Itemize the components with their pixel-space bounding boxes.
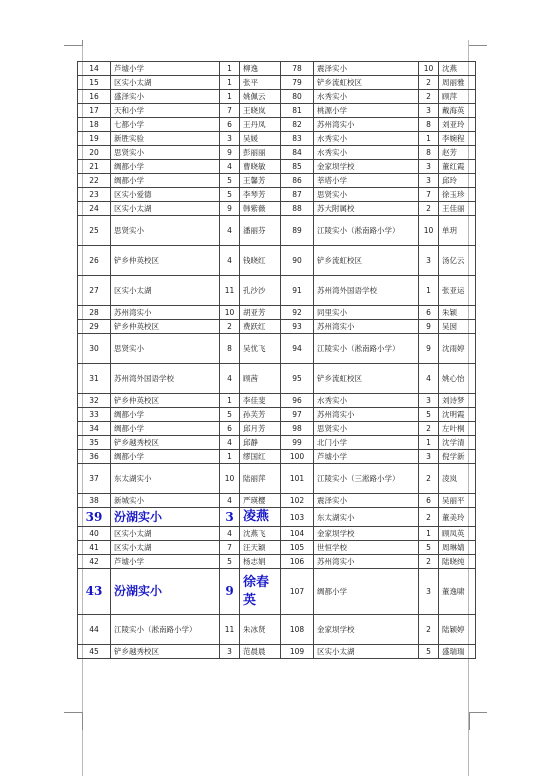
class-number: 6 (419, 306, 439, 320)
crop-mark-br-v (469, 712, 470, 730)
row-number: 14 (78, 62, 111, 76)
table-row (78, 394, 476, 408)
school-name: 芦墟小学 (111, 62, 220, 76)
row-number: 40 (78, 527, 111, 541)
row-number: 33 (78, 408, 111, 422)
table-row (78, 615, 476, 645)
school-name: 金家坝学校 (314, 615, 419, 645)
school-name: 江陵实小（淞南路小学） (314, 216, 419, 246)
school-name: 苏大附属校 (314, 202, 419, 216)
teacher-name: 邱月芳 (240, 422, 281, 436)
class-number: 2 (419, 464, 439, 494)
teacher-name: 朱冰贤 (240, 615, 281, 645)
table-row (78, 216, 476, 246)
table-row (78, 364, 476, 394)
school-name: 盛泽实小 (111, 90, 220, 104)
teacher-name: 姚心怡 (439, 364, 476, 394)
class-number: 8 (419, 146, 439, 160)
school-name: 天和小学 (111, 104, 220, 118)
class-number: 5 (220, 188, 240, 202)
school-name: 铲乡越秀校区 (111, 436, 220, 450)
row-number: 88 (281, 202, 314, 216)
row-number: 28 (78, 306, 111, 320)
row-number: 105 (281, 541, 314, 555)
table-row (78, 408, 476, 422)
row-number: 95 (281, 364, 314, 394)
school-name: 绸都小学 (314, 569, 419, 615)
teacher-name: 邱玲 (439, 174, 476, 188)
school-name: 水秀实小 (314, 394, 419, 408)
table-row (78, 494, 476, 508)
row-number: 27 (78, 276, 111, 306)
row-number: 98 (281, 422, 314, 436)
roster-body (78, 62, 476, 659)
class-number: 4 (220, 436, 240, 450)
row-number: 20 (78, 146, 111, 160)
teacher-name: 汪天颖 (240, 541, 281, 555)
row-number: 82 (281, 118, 314, 132)
school-name: 桃源小学 (314, 104, 419, 118)
teacher-roster-table (77, 61, 476, 659)
school-name: 区实小太湖 (111, 527, 220, 541)
table-row (78, 62, 476, 76)
class-number: 8 (220, 334, 240, 364)
school-name: 金家坝学校 (314, 160, 419, 174)
class-number: 10 (220, 464, 240, 494)
school-name: 世恒学校 (314, 541, 419, 555)
teacher-name: 盛瑞瑞 (439, 645, 476, 659)
class-number: 3 (419, 174, 439, 188)
teacher-name: 王佳丽 (439, 202, 476, 216)
school-name: 新胜实验 (111, 132, 220, 146)
class-number: 11 (220, 615, 240, 645)
row-number: 84 (281, 146, 314, 160)
school-name: 苏州湾实小 (314, 118, 419, 132)
teacher-name: 沈燕 (439, 62, 476, 76)
teacher-name: 沈明霞 (439, 408, 476, 422)
teacher-name: 杨志娟 (240, 555, 281, 569)
class-number: 9 (220, 202, 240, 216)
school-name: 思贤实小 (314, 422, 419, 436)
school-name: 区实小太湖 (111, 202, 220, 216)
teacher-name: 王丹凤 (240, 118, 281, 132)
table-row (78, 76, 476, 90)
row-number: 18 (78, 118, 111, 132)
teacher-name: 顾茜 (240, 364, 281, 394)
teacher-name: 李婉程 (439, 132, 476, 146)
school-name: 思贤实小 (111, 146, 220, 160)
school-name: 江陵实小（淞南路小学） (111, 615, 220, 645)
teacher-name: 顾凤英 (439, 527, 476, 541)
class-number: 1 (220, 76, 240, 90)
school-name: 铲乡仲英校区 (111, 320, 220, 334)
row-number: 83 (281, 132, 314, 146)
row-number: 16 (78, 90, 111, 104)
class-number: 2 (419, 90, 439, 104)
row-number: 87 (281, 188, 314, 202)
class-number: 3 (220, 645, 240, 659)
school-name: 水秀实小 (314, 132, 419, 146)
teacher-name: 赵芳 (439, 146, 476, 160)
teacher-name: 钱晓红 (240, 246, 281, 276)
class-number: 6 (419, 494, 439, 508)
row-number: 45 (78, 645, 111, 659)
class-number: 7 (220, 104, 240, 118)
row-number: 32 (78, 394, 111, 408)
table-row (78, 174, 476, 188)
teacher-name: 刘诗梦 (439, 394, 476, 408)
row-number: 89 (281, 216, 314, 246)
school-name: 绸都小学 (111, 408, 220, 422)
teacher-name: 徐春英 (240, 569, 281, 615)
teacher-name: 孙芙芳 (240, 408, 281, 422)
row-number: 109 (281, 645, 314, 659)
school-name: 铲乡仲英校区 (111, 394, 220, 408)
school-name: 区实小爱德 (111, 188, 220, 202)
school-name: 苏州湾实小 (314, 320, 419, 334)
class-number: 3 (220, 132, 240, 146)
class-number: 4 (220, 160, 240, 174)
row-number: 26 (78, 246, 111, 276)
school-name: 区实小太湖 (111, 541, 220, 555)
table-row (78, 508, 476, 527)
teacher-name: 朱颖 (439, 306, 476, 320)
crop-mark-tl-h (64, 45, 82, 46)
row-number: 86 (281, 174, 314, 188)
teacher-name: 董美玲 (439, 508, 476, 527)
row-number: 92 (281, 306, 314, 320)
class-number: 4 (220, 527, 240, 541)
teacher-name: 刘亚玲 (439, 118, 476, 132)
table-row (78, 146, 476, 160)
crop-mark-br-h (469, 712, 487, 713)
row-number: 22 (78, 174, 111, 188)
class-number: 5 (419, 408, 439, 422)
school-name: 同里实小 (314, 306, 419, 320)
row-number: 108 (281, 615, 314, 645)
class-number: 3 (419, 450, 439, 464)
class-number: 1 (419, 276, 439, 306)
class-number: 6 (220, 118, 240, 132)
class-number: 4 (220, 364, 240, 394)
school-name: 思贤实小 (111, 216, 220, 246)
row-number: 91 (281, 276, 314, 306)
school-name: 金家坝学校 (314, 527, 419, 541)
school-name: 苏州湾外国语学校 (314, 276, 419, 306)
school-name: 水秀实小 (314, 146, 419, 160)
class-number: 1 (220, 90, 240, 104)
school-name: 绸都小学 (111, 450, 220, 464)
class-number: 9 (220, 146, 240, 160)
class-number: 1 (220, 394, 240, 408)
row-number: 101 (281, 464, 314, 494)
class-number: 7 (220, 541, 240, 555)
row-number: 85 (281, 160, 314, 174)
teacher-name: 张亚运 (439, 276, 476, 306)
table-row (78, 202, 476, 216)
class-number: 9 (419, 334, 439, 364)
teacher-name: 吴忧飞 (240, 334, 281, 364)
school-name: 苏州湾外国语学校 (111, 364, 220, 394)
school-name: 东太湖实小 (111, 464, 220, 494)
row-number: 81 (281, 104, 314, 118)
class-number: 10 (419, 216, 439, 246)
class-number: 1 (220, 450, 240, 464)
crop-mark-tl-v (82, 40, 83, 46)
row-number: 100 (281, 450, 314, 464)
table-row (78, 276, 476, 306)
class-number: 3 (419, 104, 439, 118)
class-number: 9 (419, 320, 439, 334)
school-name: 震泽实小 (314, 62, 419, 76)
teacher-name: 费跃红 (240, 320, 281, 334)
school-name: 绸都小学 (111, 160, 220, 174)
teacher-name: 左叶桐 (439, 422, 476, 436)
school-name: 水秀实小 (314, 90, 419, 104)
class-number: 5 (220, 555, 240, 569)
table-row (78, 555, 476, 569)
table-row (78, 188, 476, 202)
school-name: 绸都小学 (111, 174, 220, 188)
school-name: 汾湖实小 (111, 569, 220, 615)
row-number: 29 (78, 320, 111, 334)
teacher-name: 陆丽萍 (240, 464, 281, 494)
row-number: 103 (281, 508, 314, 527)
table-row (78, 436, 476, 450)
teacher-name: 严瑛樱 (240, 494, 281, 508)
row-number: 80 (281, 90, 314, 104)
school-name: 芦墟小学 (314, 450, 419, 464)
table-row (78, 464, 476, 494)
row-number: 99 (281, 436, 314, 450)
class-number: 2 (419, 422, 439, 436)
table-row (78, 541, 476, 555)
table-row (78, 246, 476, 276)
class-number: 5 (419, 541, 439, 555)
school-name: 铲乡流虹校区 (314, 246, 419, 276)
teacher-name: 陆晓纯 (439, 555, 476, 569)
row-number: 38 (78, 494, 111, 508)
table-row (78, 104, 476, 118)
teacher-name: 吴媛 (240, 132, 281, 146)
class-number: 4 (220, 246, 240, 276)
school-name: 区实小太湖 (111, 276, 220, 306)
class-number: 2 (419, 508, 439, 527)
school-name: 莘塔小学 (314, 174, 419, 188)
row-number: 37 (78, 464, 111, 494)
row-number: 43 (78, 569, 111, 615)
table-row (78, 306, 476, 320)
school-name: 北门小学 (314, 436, 419, 450)
class-number: 2 (419, 202, 439, 216)
table-row (78, 422, 476, 436)
school-name: 苏州湾实小 (314, 555, 419, 569)
teacher-name: 李琴芳 (240, 188, 281, 202)
row-number: 30 (78, 334, 111, 364)
school-name: 震泽实小 (314, 494, 419, 508)
teacher-name: 戴海英 (439, 104, 476, 118)
crop-mark-tr-h (469, 45, 487, 46)
class-number: 5 (220, 408, 240, 422)
row-number: 96 (281, 394, 314, 408)
crop-mark-bl-h (64, 712, 82, 713)
teacher-name: 孔沙沙 (240, 276, 281, 306)
class-number: 3 (220, 508, 240, 527)
teacher-name: 曹晓敏 (240, 160, 281, 174)
school-name: 苏州湾实小 (314, 408, 419, 422)
table-row (78, 527, 476, 541)
school-name: 绸都小学 (111, 422, 220, 436)
class-number: 4 (419, 364, 439, 394)
school-name: 江陵实小（三淞路小学） (314, 464, 419, 494)
teacher-name: 董红霞 (439, 160, 476, 174)
class-number: 2 (220, 320, 240, 334)
school-name: 芦墟小学 (111, 555, 220, 569)
row-number: 104 (281, 527, 314, 541)
row-number: 93 (281, 320, 314, 334)
row-number: 42 (78, 555, 111, 569)
row-number: 35 (78, 436, 111, 450)
school-name: 汾湖实小 (111, 508, 220, 527)
class-number: 2 (419, 555, 439, 569)
class-number: 1 (419, 132, 439, 146)
row-number: 39 (78, 508, 111, 527)
class-number: 3 (419, 569, 439, 615)
table-row (78, 334, 476, 364)
class-number: 4 (220, 494, 240, 508)
teacher-name: 柳逸 (240, 62, 281, 76)
teacher-name: 潘丽芬 (240, 216, 281, 246)
teacher-name: 董逸啸 (439, 569, 476, 615)
teacher-name: 周丽雅 (439, 76, 476, 90)
class-number: 1 (419, 527, 439, 541)
table-row (78, 160, 476, 174)
teacher-name: 徐玉珍 (439, 188, 476, 202)
teacher-name: 李佳斐 (240, 394, 281, 408)
teacher-name: 胡亚芳 (240, 306, 281, 320)
school-name: 区实小太湖 (111, 76, 220, 90)
row-number: 34 (78, 422, 111, 436)
school-name: 区实小太湖 (314, 645, 419, 659)
school-name: 七都小学 (111, 118, 220, 132)
teacher-name: 缪国红 (240, 450, 281, 464)
row-number: 44 (78, 615, 111, 645)
class-number: 3 (419, 246, 439, 276)
row-number: 94 (281, 334, 314, 364)
teacher-name: 沈燕飞 (240, 527, 281, 541)
teacher-name: 范晨晨 (240, 645, 281, 659)
teacher-name: 沈雨婷 (439, 334, 476, 364)
teacher-name: 吴囡 (439, 320, 476, 334)
teacher-name: 汤亿云 (439, 246, 476, 276)
class-number: 5 (220, 174, 240, 188)
row-number: 90 (281, 246, 314, 276)
class-number: 5 (419, 645, 439, 659)
class-number: 9 (220, 569, 240, 615)
teacher-name: 王馨芳 (240, 174, 281, 188)
row-number: 17 (78, 104, 111, 118)
teacher-name: 沈学清 (439, 436, 476, 450)
teacher-name: 邱静 (240, 436, 281, 450)
teacher-name: 凌燕 (240, 508, 281, 527)
class-number: 7 (419, 188, 439, 202)
row-number: 78 (281, 62, 314, 76)
school-name: 新城实小 (111, 494, 220, 508)
class-number: 11 (220, 276, 240, 306)
class-number: 3 (419, 160, 439, 174)
row-number: 97 (281, 408, 314, 422)
table-row (78, 118, 476, 132)
class-number: 6 (220, 422, 240, 436)
school-name: 铲乡越秀校区 (111, 645, 220, 659)
teacher-name: 姚佩云 (240, 90, 281, 104)
school-name: 铲乡仲英校区 (111, 246, 220, 276)
row-number: 24 (78, 202, 111, 216)
school-name: 东太湖实小 (314, 508, 419, 527)
teacher-name: 顾萍 (439, 90, 476, 104)
class-number: 2 (419, 615, 439, 645)
school-name: 江陵实小（淞南路小学） (314, 334, 419, 364)
school-name: 铲乡流虹校区 (314, 76, 419, 90)
teacher-name: 张平 (240, 76, 281, 90)
row-number: 79 (281, 76, 314, 90)
row-number: 19 (78, 132, 111, 146)
row-number: 106 (281, 555, 314, 569)
class-number: 8 (419, 118, 439, 132)
teacher-name: 倪学新 (439, 450, 476, 464)
teacher-name: 彭丽丽 (240, 146, 281, 160)
row-number: 23 (78, 188, 111, 202)
row-number: 36 (78, 450, 111, 464)
teacher-name: 王晓岚 (240, 104, 281, 118)
table-row (78, 90, 476, 104)
school-name: 铲乡流虹校区 (314, 364, 419, 394)
table-row (78, 132, 476, 146)
class-number: 10 (220, 306, 240, 320)
row-number: 15 (78, 76, 111, 90)
teacher-name: 周琳婧 (439, 541, 476, 555)
row-number: 41 (78, 541, 111, 555)
class-number: 1 (220, 62, 240, 76)
teacher-name: 单玥 (439, 216, 476, 246)
row-number: 25 (78, 216, 111, 246)
teacher-name: 凌岚 (439, 464, 476, 494)
crop-mark-bl-v (82, 712, 83, 730)
school-name: 思贤实小 (111, 334, 220, 364)
table-row (78, 450, 476, 464)
teacher-name: 吴丽平 (439, 494, 476, 508)
class-number: 3 (419, 394, 439, 408)
row-number: 102 (281, 494, 314, 508)
row-number: 31 (78, 364, 111, 394)
school-name: 思贤实小 (314, 188, 419, 202)
class-number: 1 (419, 436, 439, 450)
teacher-name: 陆颖婷 (439, 615, 476, 645)
table-row (78, 569, 476, 615)
teacher-name: 韩紫薇 (240, 202, 281, 216)
row-number: 21 (78, 160, 111, 174)
table-row (78, 645, 476, 659)
school-name: 苏州湾实小 (111, 306, 220, 320)
class-number: 10 (419, 62, 439, 76)
class-number: 4 (220, 216, 240, 246)
table-row (78, 320, 476, 334)
row-number: 107 (281, 569, 314, 615)
class-number: 2 (419, 76, 439, 90)
